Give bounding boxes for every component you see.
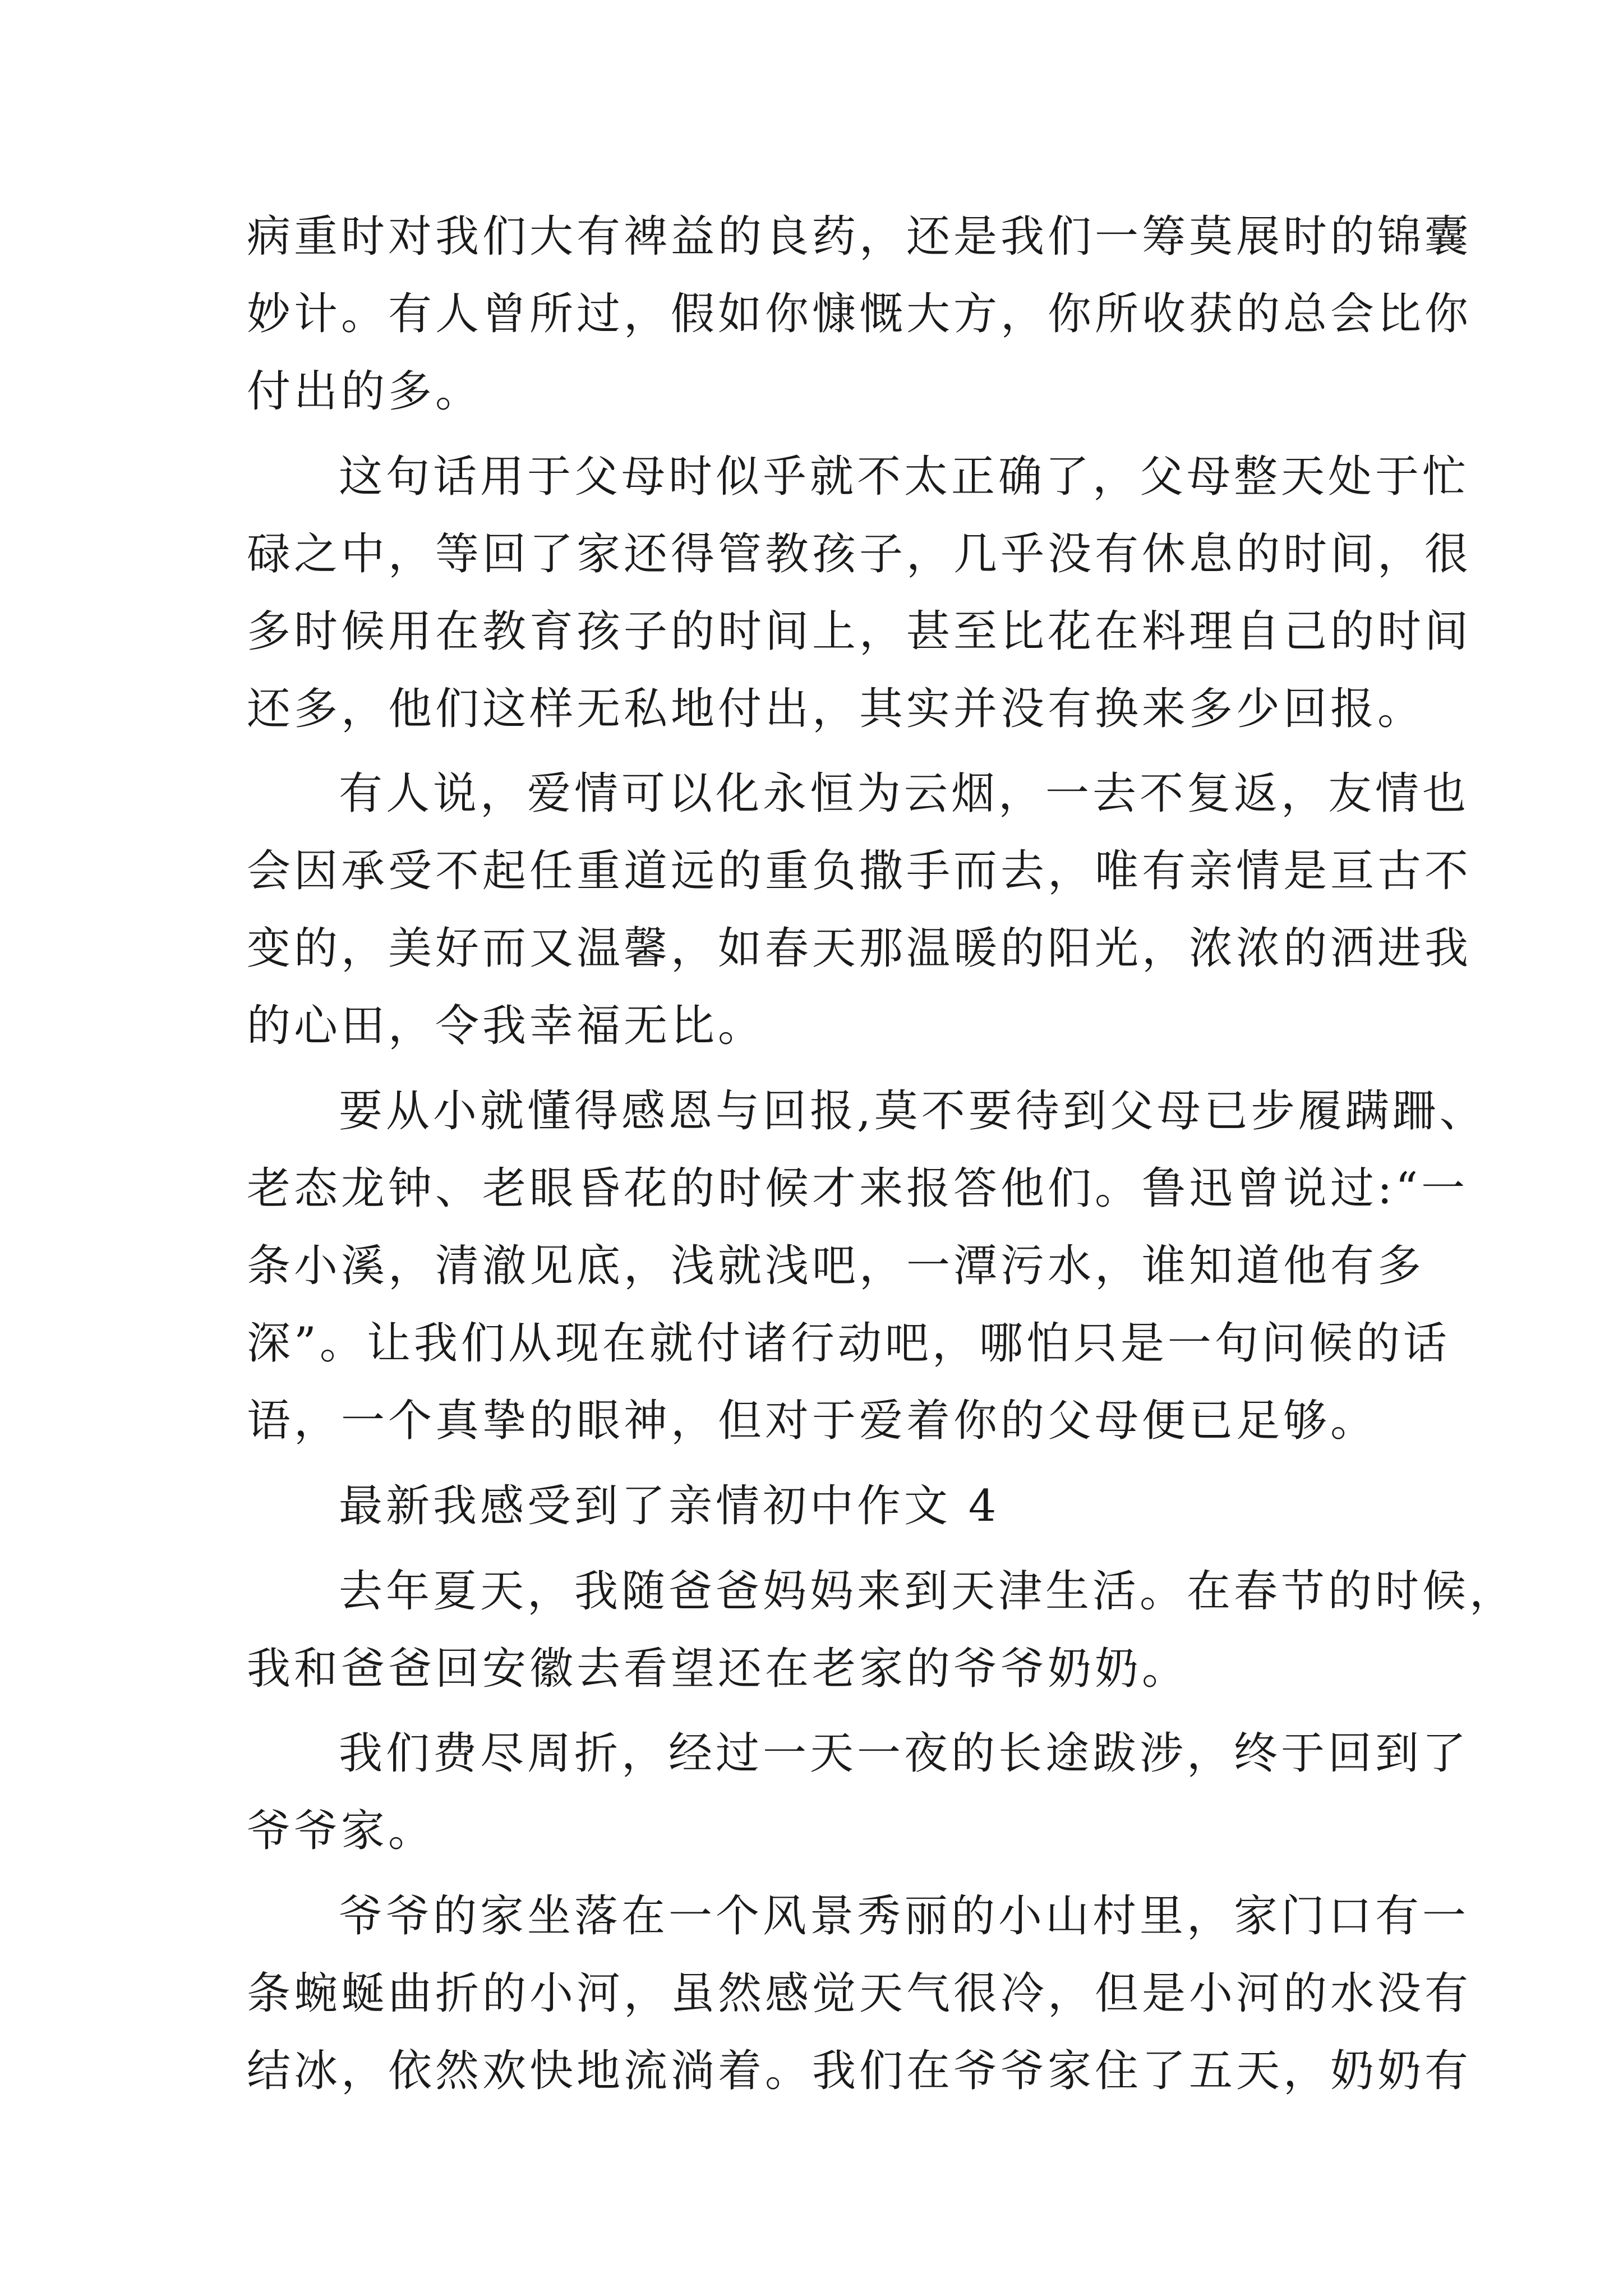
text-line: 我和爸爸回安徽去看望还在老家的爷爷奶奶。 xyxy=(247,1644,1189,1694)
text-line: 爷爷家。 xyxy=(247,1806,436,1856)
text-line: 我们费尽周折，经过一天一夜的长途跋涉，终于回到了 xyxy=(339,1728,1470,1779)
text-line: 语，一个真挚的眼神，但对于爱着你的父母便已足够。 xyxy=(247,1396,1378,1446)
text-line: 变的，美好而又温馨，如春天那温暖的阳光，浓浓的洒进我 xyxy=(247,923,1472,974)
text-line: 这句话用于父母时似乎就不太正确了，父母整天处于忙 xyxy=(339,452,1470,502)
text-line: 碌之中，等回了家还得管教孩子，几乎没有休息的时间，很 xyxy=(247,529,1472,579)
text-line: 老态龙钟、老眼昏花的时候才来报答他们。鲁迅曾说过:“一 xyxy=(247,1163,1469,1214)
text-line: 付出的多。 xyxy=(247,366,483,417)
text-line: 的心田，令我幸福无比。 xyxy=(247,1001,766,1051)
text-line: 条小溪，清澈见底，浅就浅吧，一潭污水，谁知道他有多 xyxy=(247,1241,1425,1291)
text-line: 妙计。有人曾所过，假如你慷慨大方，你所收获的总会比你 xyxy=(247,289,1472,339)
text-line: 要从小就懂得感恩与回报,莫不要待到父母已步履蹒跚、 xyxy=(339,1086,1487,1137)
text-line: 还多，他们这样无私地付出，其实并没有换来多少回报。 xyxy=(247,684,1425,734)
text-line: 爷爷的家坐落在一个风景秀丽的小山村里，家门口有一 xyxy=(339,1891,1470,1941)
section-heading: 最新我感受到了亲情初中作文 4 xyxy=(339,1481,1000,1531)
text-line: 有人说，爱情可以化永恒为云烟，一去不复返，友情也 xyxy=(339,769,1470,819)
text-line: 多时候用在教育孩子的时间上，甚至比花在料理自己的时间 xyxy=(247,606,1472,657)
text-line: 去年夏天，我随爸爸妈妈来到天津生活。在春节的时候， xyxy=(339,1566,1517,1617)
text-line: 病重时对我们大有裨益的良药，还是我们一筹莫展时的锦囊 xyxy=(247,211,1472,262)
text-line: 深”。让我们从现在就付诸行动吧，哪怕只是一句问候的话 xyxy=(247,1318,1450,1369)
text-line: 条蜿蜒曲折的小河，虽然感觉天气很冷，但是小河的水没有 xyxy=(247,1968,1472,2019)
text-line: 会因承受不起任重道远的重负撒手而去，唯有亲情是亘古不 xyxy=(247,846,1472,896)
text-line: 结冰，依然欢快地流淌着。我们在爷爷家住了五天，奶奶有 xyxy=(247,2046,1472,2096)
